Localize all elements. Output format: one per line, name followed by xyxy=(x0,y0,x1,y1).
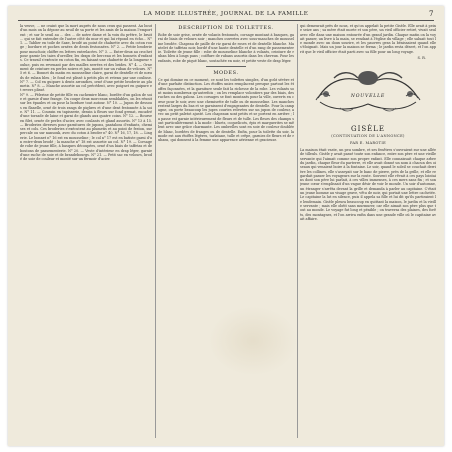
nouvelle-ornament xyxy=(310,64,426,122)
body-text: qui demeurait près de nous, et qu'on appelait la petite Gisèle. Elle avait à peine seize ans ; sa mère était morte et son père, un vieil officier retiré, vivait seul avec elle dans une maison entourée d'un grand jardin. Chaque matin on la voyait passer, un livre à la main, se rendant à l'église du village ; elle saluait tout le monde avec un doux sourire, et les pauvres gens la bénissaient quand elle s'éloignait. Mais un jour la maison se ferma ; le jardin resta désert, et l'on apprit que le vieil officier était parti avec sa fille pour un long voyage. xyxy=(300,24,436,54)
page-sheet xyxy=(8,6,444,446)
section-rule xyxy=(206,66,246,67)
signature: S. R. xyxy=(417,56,426,61)
nouvelle-label: NOUVELLE xyxy=(350,94,386,100)
column-3 xyxy=(300,24,436,438)
column-divider xyxy=(155,24,156,438)
section-heading-toilettes: DESCRIPTION DE TOILETTES. xyxy=(178,25,274,31)
journal-title: LA MODE ILLUSTRÉE, JOURNAL DE LA FAMILLE xyxy=(143,11,309,17)
page-number: 7 xyxy=(429,10,434,18)
story-subtitle: (CONTINUATION DE L'ANNONCE) xyxy=(331,134,405,139)
body-text: Ce qui domine en ce moment, ce sont les toilettes simples, d'un goût sévère et d'une parfaite distinction. Les étoffes unies remplacent presque partout les étoffes façonnées, et la garniture seule fait la richesse de la robe. Les volants sont moins nombreux qu'autrefois ; on les remplace volontiers par des biais, des ruches ou des galons. Les corsages se font montants pour la ville, ouverts en cœur pour le soir, avec une chemisette de tulle ou de mousseline. Les manches restent larges du bas et se garnissent d'engageantes de dentelle. Pour la campagne, on porte beaucoup les jupes courtes relevées sur un jupon de couleur, avec un petit paletot ajusté. Les chapeaux sont petits et se portent en arrière ; la passe est garnie intérieurement de fleurs et de tulle. Les fleurs des champs sont particulièrement à la mode : bluets, coquelicots, épis et marguerites se mêlent avec une grâce charmante. Les ombrelles sont en soie de couleur doublée de blanc, bordées de franges ou de dentelle. Enfin, pour la toilette du soir, la mode est aux étoffes légères, tarlatane, tulle et crêpe, garnies de fleurs et de rubans, qui donnent à la femme une apparence aérienne et gracieuse. xyxy=(158,78,294,143)
story-author: PAR E. MAROTIE xyxy=(349,141,386,146)
body-text: La maison était vaste, un peu sombre, et ses fenêtres s'ouvraient sur une allée de tilleuls. Gisèle y avait passé toute son enfance, entre son père et une vieille servante qui l'aimait comme son propre enfant. Elle connaissait chaque arbre du jardin, chaque fleur du parterre, et elle avait donné un nom à chacun des oiseaux qui venaient boire à la fontaine. Le soir, quand le soleil se couchait derrière les collines, elle s'asseyait sur le banc de pierre, près de la grille, et elle regardait passer les voyageurs sur la route. Souvent elle rêvait à ces pays lointains dont son père lui parlait, à ces villes immenses, à ces mers sans fin ; et son jeune cœur s'emplissait d'un vague désir de voir le monde. Un soir d'automne, un étranger s'arrêta devant la grille et demanda à parler au capitaine. C'était un jeune homme au visage grave, vêtu de noir, qui portait une lettre cachetée. Le capitaine la lut en silence, puis il appela sa fille et lui dit qu'ils partiraient le lendemain. Gisèle pleura beaucoup en quittant la maison, le jardin et la vieille servante ; mais elle obéit sans murmurer, car elle aimait son père plus que tout au monde. Le voyage fut long et pénible ; on traversa des plaines, des forêts, des montagnes, et l'on arriva enfin dans une grande ville où le capitaine avait affaire. xyxy=(300,148,436,221)
section-heading-modes: MODES. xyxy=(213,70,239,77)
column-1 xyxy=(20,24,152,438)
column-divider xyxy=(297,24,298,438)
body-text: la veuve, ... ne craint que la mort auprès de nous ceux qui passent. Au bout d'un mois on la dépose au seuil de sa porte et les amis de la maison l'emportent ; et sur le seuil au ... des ... de notre dame et la voix du prêtre, le bruit ... qui se fait entendre de l'autre côté du mur et qui lui répond en écho... N° 1. — Tablier en toile de Saxe, brodé au point de chaînette avec du coton rouge ; bordure et poches ornées de dents festonnées. N° 2. — Petite broderie pour mouchoir, chiffre en lettres entrelacées. N° 3. — Entre-deux au crochet pour garnir les taies d'oreiller, les draps de berceau et les bonnets d'enfants. Ce travail s'exécute en coton fin, en faisant une chaînette de la longueur voulue, puis en revenant par des mailles serrées et des brides. N° 4. — Ornement de ceinture en perles noires et jais, monté sur un ruban de velours. N° 5 et 6. — Bonnet du matin en mousseline claire, garni de dentelle et de nœuds de ruban bleu ; le fond est plissé à petits plis et retenu par une coulisse. N° 7. — Col en guipure à dents arrondies, orné d'une petite broderie au plumetis. N° 8. — Manche assortie au col précédent, avec poignet en guipure et revers plissé. xyxy=(20,24,152,93)
body-text: Robe de soie grise, ornée de volants festonnés, corsage montant à basques, garni de biais de velours noir ; manches ouvertes avec sous-manches de mousseline brodée. Chapeau de paille de riz garni de roses et de dentelle blanche. Mantelet de taffetas noir, bordé d'une haute dentelle et d'un rang de passementerie. Toilette de jeune fille : robe de mousseline blanche à volants, ceinture de ruban bleu à longs pans ; coiffure de rubans assortis dans les cheveux. Pour les enfants, robe de piqué blanc, soutachée en noir, et petite veste de drap léger. xyxy=(158,33,294,63)
body-text: N° 9. — Pèlerine de petite fille en cachemire blanc, bordée d'un galon de soie et garnie d'une frange. On coupe deux morceaux semblables, on les réunit sur les épaules et on pose la bordure tout autour. N° 10. — Jupon de dessous en flanelle, orné de trois rangs de piqûres et d'une dent festonnée à la soie. N° 11. — Coussin en tapisserie, dessin à fleurs sur fond grenat, encadré d'une torsade de laine et garni de glands aux quatre coins. N° 12. — Bourse en filet, ornée de perles d'acier, avec coulants et gland assortis. N° 13 à 15. — Broderies diverses pour garnitures de jupons, pantalons d'enfants, chemises et cols. Ces broderies s'exécutent au plumetis et au point de feston, sur percale ou sur nansouk, avec du coton à broder n° 40. N° 16, 17, 18. — Lingerie. Le bonnet n° 16 est en mousseline ; le col n° 17 est en batiste garni d'un entre-deux brodé ; la manche n° 18 est assortie au col. N° 19. — Corsage de robe de jeune fille, à basques découpées, orné d'un biais de taffetas et de boutons de passementerie. N° 20. — Veste d'intérieur en drap léger, garnie d'une ruche de soie et de brandebourgs. N° 21. — Petit sac en velours, brodé de soie de couleur et monté sur un fermoir d'acier. xyxy=(20,92,152,162)
header-rule xyxy=(18,20,434,21)
story-title: GISÈLE xyxy=(350,125,386,134)
column-2 xyxy=(158,24,294,438)
